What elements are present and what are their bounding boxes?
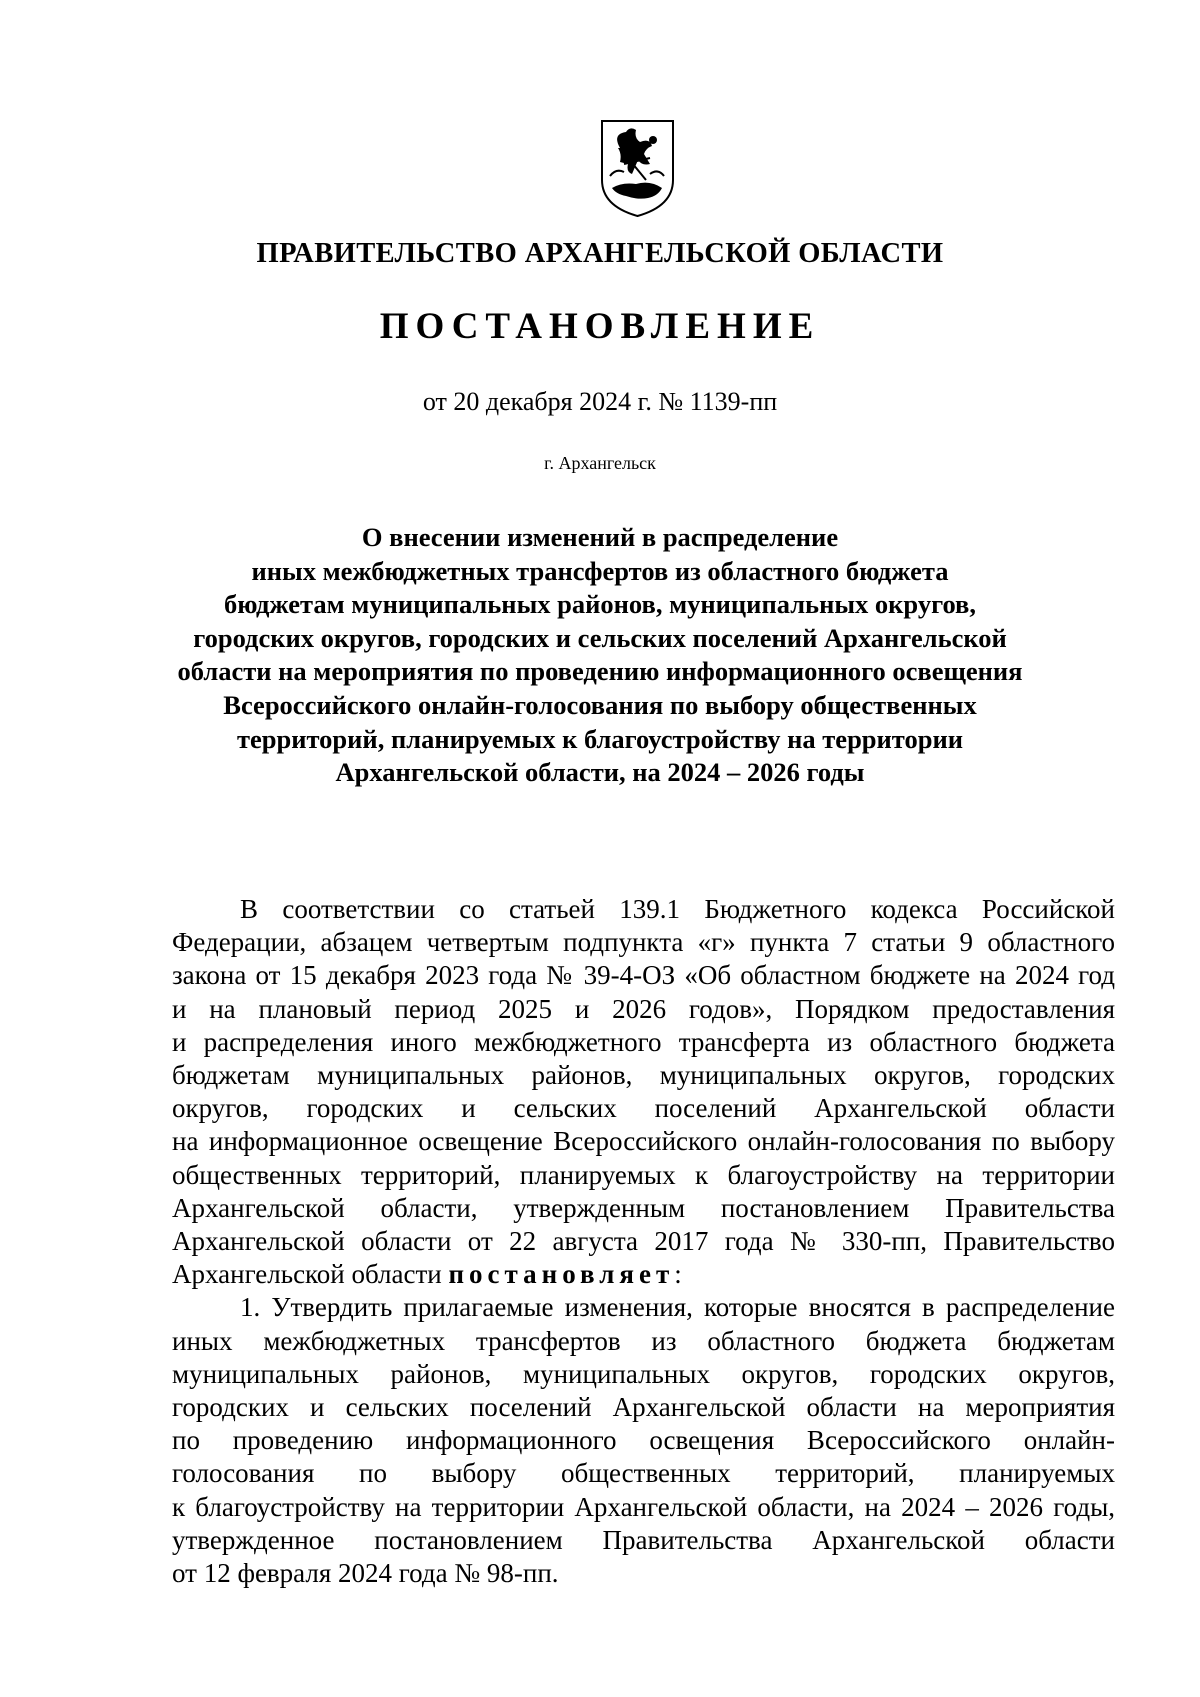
date-and-number: от 20 декабря 2024 г. № 1139-пп xyxy=(422,387,778,416)
body-line: В соответствии со статьей 139.1 Бюджетного кодекса Российской xyxy=(240,894,1115,924)
title-line: бюджетам муниципальных районов, муниципальных округов, xyxy=(224,589,976,620)
title-line: О внесении изменений в распределение xyxy=(361,522,839,552)
body-line-last xyxy=(172,1258,1115,1291)
body-line: закона от 15 декабря 2023 года № 39-4-ОЗ «Об областном бюджете на 2024 год xyxy=(172,960,1115,991)
decree-word: постановляет xyxy=(448,1259,675,1290)
body-line: иных межбюджетных трансфертов из областного бюджета бюджетам xyxy=(172,1325,1115,1356)
body-line: утвержденное постановлением Правительства Архангельской области xyxy=(172,1524,1115,1555)
title-line: Всероссийского онлайн-голосования по выбору общественных xyxy=(223,689,977,720)
item-1-paragraph xyxy=(172,1291,1115,1590)
body-line: общественных территорий, планируемых к благоустройству на территории xyxy=(172,1159,1115,1190)
body-line: городских и сельских поселений Архангельской области на мероприятия xyxy=(172,1392,1115,1423)
body-line: Архангельской области от 22 августа 2017 года № 330-пп, Правительство xyxy=(172,1226,1115,1257)
body-line: Федерации, абзацем четвертым подпункта «г» пункта 7 статьи 9 областного xyxy=(172,927,1115,958)
body-line: бюджетам муниципальных районов, муниципальных округов, городских xyxy=(172,1060,1115,1091)
body-line-last: от 12 февраля 2024 года № 98-пп. xyxy=(172,1558,559,1589)
body-line: к благоустройству на территории Архангельской области, на 2024 – 2026 годы, xyxy=(172,1491,1115,1522)
body-line: и на плановый период 2025 и 2026 годов», Порядком предоставления xyxy=(172,993,1115,1024)
body-line: округов, городских и сельских поселений Архангельской области xyxy=(172,1093,1115,1124)
document-type-heading: ПОСТАНОВЛЕНИЕ xyxy=(379,306,821,347)
title-line: иных межбюджетных трансфертов из областного бюджета xyxy=(251,555,949,586)
preamble-paragraph xyxy=(172,893,1115,1291)
title-line: Архангельской области, на 2024 – 2026 годы xyxy=(335,757,865,788)
document-title xyxy=(150,521,1050,790)
organization-name: ПРАВИТЕЛЬСТВО АРХАНГЕЛЬСКОЙ ОБЛАСТИ xyxy=(256,238,944,269)
decree-colon: : xyxy=(674,1259,682,1290)
body-line: и распределения иного межбюджетного трансферта из областного бюджета xyxy=(172,1026,1115,1057)
body-line: 1. Утвердить прилагаемые изменения, которые вносятся в распределение xyxy=(240,1292,1115,1323)
title-line: области на мероприятия по проведению информационного освещения xyxy=(177,656,1023,687)
body-line: Архангельской области, утвержденным постановлением Правительства xyxy=(172,1192,1115,1223)
coat-of-arms-emblem xyxy=(598,118,677,218)
body-line: на информационное освещение Всероссийского онлайн-голосования по выбору xyxy=(172,1126,1115,1157)
document-body xyxy=(172,893,1115,1590)
body-line: муниципальных районов, муниципальных округов, городских округов, xyxy=(172,1358,1115,1389)
title-line: городских округов, городских и сельских поселений Архангельской xyxy=(193,622,1007,653)
body-line: голосования по выбору общественных территорий, планируемых xyxy=(172,1458,1115,1489)
preamble-last-text: Архангельской области xyxy=(172,1259,449,1290)
title-line: территорий, планируемых к благоустройству на территории xyxy=(236,723,964,754)
body-line: по проведению информационного освещения Всероссийского онлайн- xyxy=(172,1425,1115,1456)
city-name: г. Архангельск xyxy=(544,453,656,473)
